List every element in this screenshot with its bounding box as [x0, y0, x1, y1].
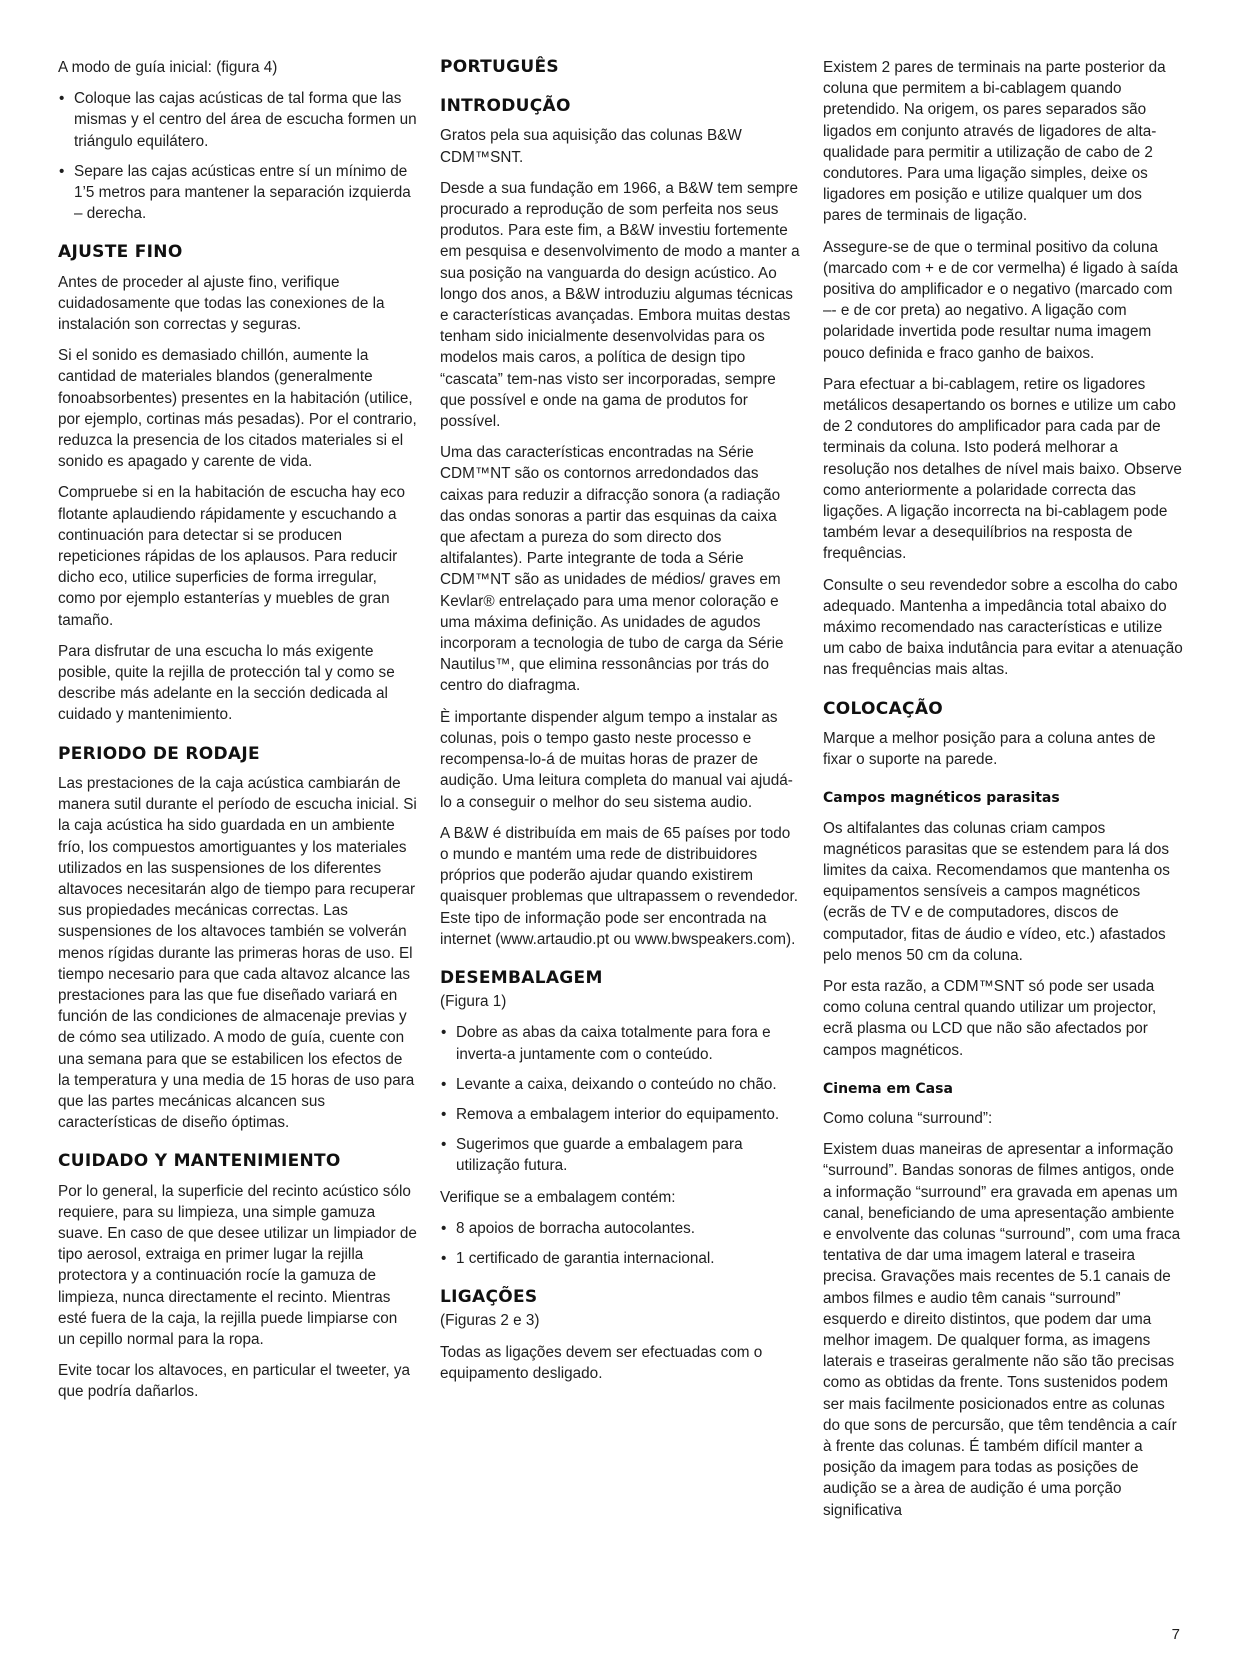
column-portuguese-2: [823, 57, 1183, 1531]
language-heading: PORTUGUÊS: [440, 57, 559, 77]
paragraph: Todas as ligações devem ser efectuadas com o equipamento desligado.: [440, 1343, 763, 1382]
subheading-cinema-em-casa: Cinema em Casa: [823, 1080, 953, 1097]
section-heading-cuidado: CUIDADO Y MANTENIMIENTO: [58, 1151, 341, 1172]
section-heading-desembalagem: DESEMBALAGEM: [440, 967, 603, 988]
paragraph: Por esta razão, a CDM™SNT só pode ser usada como coluna central quando utilizar um projector, ecrã plasma ou LCD que não são afectados por campos magnéticos.: [823, 977, 1157, 1059]
page-number: 7: [1171, 1626, 1180, 1643]
list-item: • Levante a caixa, deixando o conteúdo no chão.: [440, 1074, 800, 1095]
figure-reference: (Figuras 2 e 3): [440, 1312, 540, 1330]
paragraph: Assegure-se de que o terminal positivo da coluna (marcado com + e de cor vermelha) é ligado à saída positiva do amplificador e o negativo (marcado com –- e de cor preta) ao negativo. A ligação com polaridade invertida pode resultar numa imagem pouco definida e fraco ganho de baixos.: [823, 238, 1178, 362]
paragraph: Antes de proceder al ajuste fino, verifique cuidadosamente que todas las conexiones de la instalación son correctas y seguras.: [58, 273, 385, 334]
paragraph: Verifique se a embalagem contém:: [440, 1188, 676, 1206]
paragraph: Compruebe si en la habitación de escucha hay eco flotante aplaudiendo rápidamente y escuchando a continuación para detectar si se producen repeticiones rápidas de los aplausos. Para reducir dicho eco, utilice superficies de forma irregular, como por ejemplo estanterías y muebles de gran tamaño.: [58, 484, 405, 629]
paragraph: Existem 2 pares de terminais na parte posterior da coluna que permitem a bi-cablagem quando pretendido. Na origem, os pares separados são ligados em conjunto através de ligadores de alta-qualidade para permitir a utilização de cabo de 2 condutores. Para uma ligação simples, deixe os ligadores em posição e utilize qualquer um dos pares de terminais de ligação.: [823, 59, 1166, 225]
paragraph: Evite tocar los altavoces, en particular el tweeter, ya que podría dañarlos.: [58, 1362, 411, 1401]
paragraph: Existem duas maneiras de apresentar a informação “surround”. Bandas sonoras de filmes antigos, onde a informação “surround” era gravada em apenas um canal, beneficiando de uma apresentação ambiente e envolvente das colunas “surround”, com uma fraca tentativa de dar uma imagem lateral e traseira precisa. Gravações mais recentes de 5.1 canais de ambos filmes e audio têm canais “surround” esquerdo e direito distintos, que podem dar uma melhor imagem. De qualquer forma, as imagens laterais e traseiras geralmente não são tão precisas como as obtidas da frente. Tons sustenidos podem ser mais facilmente posicionados entre as colunas do que sons de percursão, que têm tendência a caír à frente das colunas. É também difícil manter a posição da imagem para todas as posições de audição se a àrea de audição é uma porção significativa: [823, 1141, 1181, 1519]
paragraph: Las prestaciones de la caja acústica cambiarán de manera sutil durante el período de escucha inicial. Si la caja acústica ha sido guardada en un ambiente frío, los compuestos amortiguantes y los materiales utilizados en las suspensiones de los diferentes altavoces necesitarán algo de tiempo para recuperar sus propiedades mecánicas correctas. Las suspensiones de los altavoces también se volverán menos rígidas durante las primeras horas de uso. El tiempo necesario para que cada altavoz alcance las prestaciones para las que fue diseñado variará en función de las condiciones de almacenaje previas y de cómo sea utilizado. A modo de guía, cuente con una semana para que se estabilicen los efectos de la temperatura y una media de 15 horas de uso para que las partes mecánicas alcancen sus características de diseño óptimas.: [58, 774, 417, 1132]
paragraph: Como coluna “surround”:: [823, 1109, 993, 1127]
column-spanish: [58, 57, 418, 1413]
paragraph: A B&W é distribuída em mais de 65 países por todo o mundo e mantém uma rede de distribuidores próprios que poderão ajudar quando existirem quaisquer problemas que ultrapassem o revendedor. Este tipo de informação pode ser encontrada na internet (www.artaudio.pt ou www.bwspeakers.com).: [440, 824, 798, 948]
section-heading-periodo-rodaje: PERIODO DE RODAJE: [58, 743, 260, 764]
paragraph: Por lo general, la superficie del recinto acústico sólo requiere, para su limpieza, una simple gamuza suave. En caso de que desee utilizar un limpiador de tipo aerosol, extraiga en primer lugar la rejilla protectora y a continuación rocíe la gamuza de limpieza, nunca directamente el recinto. Mientras esté fuera de la caja, la rejilla puede limpiarse con un cepillo normal para la ropa.: [58, 1182, 417, 1348]
list-item: • 8 apoios de borracha autocolantes.: [440, 1218, 800, 1239]
column-portuguese-1: [440, 57, 800, 1394]
list-item: • 1 certificado de garantia internacional.: [440, 1248, 800, 1269]
paragraph: Marque a melhor posição para a coluna antes de fixar o suporte na parede.: [823, 729, 1156, 769]
intro-paragraph: A modo de guía inicial: (figura 4): [58, 59, 278, 76]
list-item: • Dobre as abas da caixa totalmente para fora e inverta-a juntamente com o conteúdo.: [440, 1022, 800, 1064]
placement-bullet-list: [58, 88, 418, 224]
section-heading-ajuste-fino: AJUSTE FINO: [58, 242, 183, 263]
paragraph: Desde a sua fundação em 1966, a B&W tem sempre procurado a reprodução de som perfeita nos seus produtos. Para este fim, a B&W investiu fortemente em pesquisa e desenvolvimento de modo a manter a sua posição na vanguarda do design acústico. Ao longo dos anos, a B&W introduziu algumas técnicas e características avançadas. Embora muitas destas tenham sido inicialmente desenvolvidas para os modelos mais caros, a política de design tipo “cascata” tem-nas visto ser incorporadas, sempre que possível e onde na gama de produtos for possível.: [440, 179, 800, 431]
paragraph: È importante dispender algum tempo a instalar as colunas, pois o tempo gasto neste processo e recompensa-lo-á de muitas horas de prazer de audição. Uma leitura completa do manual vai ajudá-lo a conseguir o melhor do seu sistema audio.: [440, 708, 793, 811]
list-item: • Coloque las cajas acústicas de tal forma que las mismas y el centro del área de escucha formen un triángulo equilátero.: [58, 88, 418, 152]
paragraph: Consulte o seu revendedor sobre a escolha do cabo adequado. Mantenha a impedância total abaixo do máximo recomendado nas características e utilize um cabo de baixa indutância para evitar a atenuação nas frequências mais altas.: [823, 576, 1183, 679]
section-heading-colocacao: COLOCAÇÃO: [823, 698, 944, 719]
section-heading-ligacoes: LIGAÇÕES: [440, 1287, 538, 1308]
paragraph: Para efectuar a bi-cablagem, retire os ligadores metálicos desapertando os bornes e utilize um cabo de 2 condutores do amplificador para cada par de terminais da coluna. Isto poderá melhorar a resolução nos detalhes de nível mais baixo. Observe como anteriormente a polaridade correcta das ligações. A ligação incorrecta na bi-cablagem pode também levar a desequilíbrios na resposta de frequências.: [823, 375, 1182, 563]
list-item: • Separe las cajas acústicas entre sí un mínimo de 1’5 metros para mantener la separación izquierda – derecha.: [58, 161, 418, 225]
paragraph: Gratos pela sua aquisição das colunas B&W CDM™SNT.: [440, 127, 742, 166]
list-item: • Sugerimos que guarde a embalagem para utilização futura.: [440, 1134, 800, 1176]
subheading-campos-magneticos: Campos magnéticos parasitas: [823, 790, 1060, 807]
paragraph: Os altifalantes das colunas criam campos magnéticos parasitas que se estendem para lá dos limites da caixa. Recomendamos que mantenha os equipamentos sensíveis a campos magnéticos (ecrãs de TV e de computadores, discos de computador, fitas de áudio e vídeo, etc.) afastados pelo menos 50 cm da coluna.: [823, 819, 1170, 964]
section-heading-introducao: INTRODUÇÃO: [440, 96, 571, 117]
paragraph: Uma das características encontradas na Série CDM™NT são os contornos arredondados das caixas para reduzir a difracção sonora (a radiação das ondas sonoras a partir das esquinas da caixa que afectam a pureza do som directo dos altifalantes). Parte integrante de toda a Série CDM™NT são as unidades de médios/ graves em Kevlar® entrelaçado para uma menor coloração e uma máxima definição. As unidades de agudos incorporam a tecnologia de tubo de carga da Série Nautilus™, que elimina ressonâncias por trás do centro do diafragma.: [440, 444, 784, 695]
paragraph: Si el sonido es demasiado chillón, aumente la cantidad de materiales blandos (generalmente fonoabsorbentes) presentes en la habitación (utilice, por ejemplo, cortinas más pesadas). Por el contrario, reduzca la presencia de los citados materiales si el sonido es apagado y carente de vida.: [58, 347, 417, 471]
figure-reference: (Figura 1): [440, 993, 507, 1011]
unpacking-bullet-list: [440, 1022, 800, 1176]
paragraph: Para disfrutar de una escucha lo más exigente posible, quite la rejilla de protección tal y como se describe más adelante en la sección dedicada al cuidado y mantenimiento.: [58, 642, 395, 724]
contents-bullet-list: [440, 1218, 800, 1269]
list-item: • Remova a embalagem interior do equipamento.: [440, 1104, 800, 1125]
